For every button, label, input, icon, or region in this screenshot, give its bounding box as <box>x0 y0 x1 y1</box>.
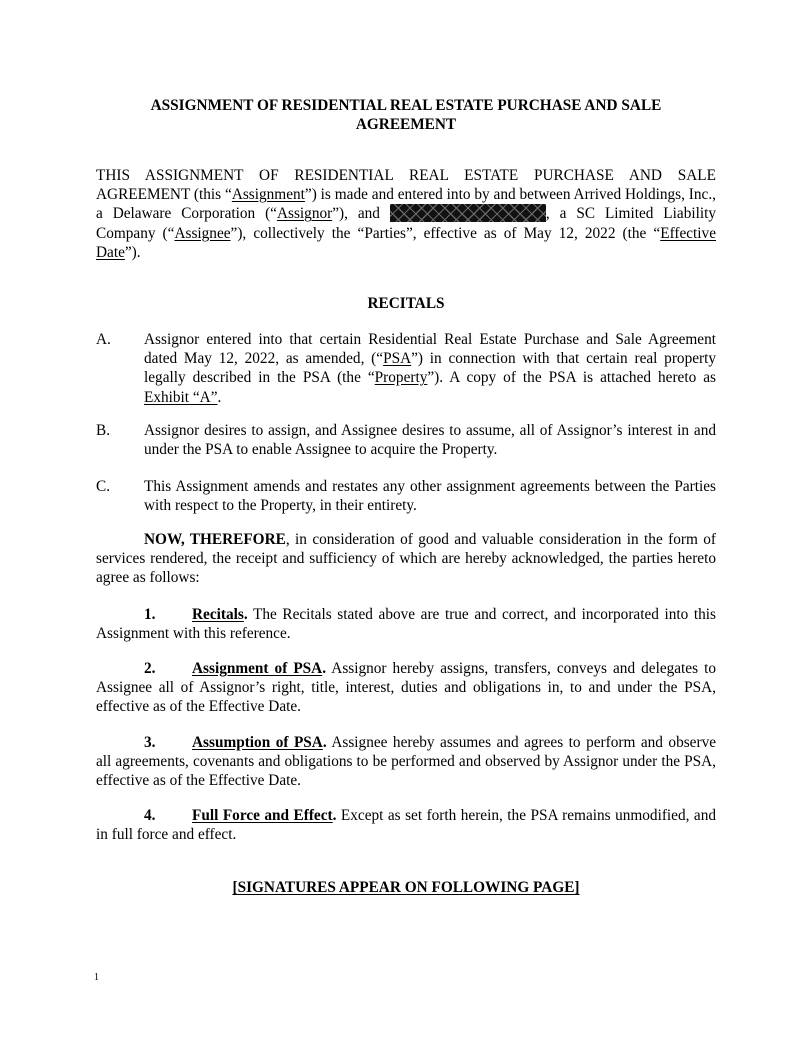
section-number: 1. <box>144 606 156 623</box>
recital-letter: C. <box>96 478 111 495</box>
defined-term-assignment: Assignment <box>231 186 305 204</box>
recitals-heading: RECITALS <box>367 295 445 312</box>
defined-term-assignor: Assignor <box>276 205 333 223</box>
section-heading: Assignment of PSA <box>192 660 323 677</box>
section-3: 3. Assumption of PSA. Assignee hereby assumes and agrees to perform and observe all agreements, covenants and obligations to be performed and observed by Assignor under the PSA, effective as of the Effective Date. <box>96 734 717 790</box>
section-text: Except as set forth herein, the PSA remains unmodified, and in full force and effect. <box>96 807 716 844</box>
section-text: Assignee hereby assumes and agrees to perform and observe all agreements, covenants and obligations to be performed and observed by Assignor under the PSA, effective as of the Effective Date. <box>96 734 717 790</box>
section-number: 3. <box>144 734 156 751</box>
section-heading: Full Force and Effect <box>192 807 333 824</box>
recital-a <box>96 330 716 407</box>
recital-text: Assignor desires to assign, and Assignee desires to assume, all of Assignor’s interest in and under the PSA to enable Assignee to acquire the Property. <box>144 422 716 459</box>
title-line-1: ASSIGNMENT OF RESIDENTIAL REAL ESTATE PURCHASE AND SALE <box>150 97 662 114</box>
section-number: 4. <box>144 807 156 824</box>
intro-text: THIS ASSIGNMENT OF RESIDENTIAL REAL ESTATE PURCHASE AND SALE AGREEMENT (this “ <box>96 167 716 204</box>
intro-text: , a SC Limited Liability Company (“ <box>96 205 716 242</box>
signature-note: [SIGNATURES APPEAR ON FOLLOWING PAGE] <box>232 879 580 896</box>
intro-text: ”), collectively the “Parties”, effective as of May 12, 2022 (the “ <box>230 224 661 242</box>
defined-term-psa: PSA <box>383 350 412 368</box>
intro-text: ”), and <box>332 205 390 223</box>
redaction-box <box>390 204 546 222</box>
section-heading: Assumption of PSA <box>192 734 323 751</box>
section-2: 2. Assignment of PSA. Assignor hereby assigns, transfers, conveys and delegates to Assignee all of Assignor’s right, title, interest, duties and obligations in, to and under the PSA, effective as of the Effective Date. <box>96 660 716 716</box>
exhibit-a-reference: Exhibit “A” <box>144 388 218 406</box>
section-1: 1. Recitals. The Recitals stated above are true and correct, and incorporated into this Assignment with this reference. <box>96 606 716 643</box>
section-text: The Recitals stated above are true and correct, and incorporated into this Assignment with this reference. <box>96 606 716 643</box>
recital-text: Assignor entered into that certain Residential Real Estate Purchase and Sale Agreement dated May 12, 2022, as amended, (“PSA”) in connection with that certain real property legally described in the PSA (the “Property”). A copy of the PSA is attached hereto as Exhibit “A”. <box>144 331 717 406</box>
recital-c <box>96 477 716 515</box>
recital-text: This Assignment amends and restates any other assignment agreements between the Parties with respect to the Property, in their entirety. <box>144 478 716 515</box>
recital-b <box>96 421 716 459</box>
recital-letter: B. <box>96 422 111 439</box>
defined-term-effective-date: Effective Date <box>96 224 716 261</box>
intro-text: ”). <box>124 243 141 261</box>
document-title <box>96 96 716 134</box>
now-therefore-lead: NOW, THEREFORE <box>144 531 286 548</box>
section-text: Assignor hereby assigns, transfers, conveys and delegates to Assignee all of Assignor’s right, title, interest, duties and obligations in, to and under the PSA, effective as of the Effective Date. <box>96 660 716 716</box>
title-line-2: AGREEMENT <box>355 116 457 133</box>
defined-term-property: Property <box>374 369 428 387</box>
intro-text: ”) is made and entered into by and between Arrived Holdings, Inc., a Delaware Corporation (“ <box>96 186 716 223</box>
section-heading: Recitals <box>192 606 244 623</box>
defined-term-assignee: Assignee <box>174 224 231 242</box>
recital-letter: A. <box>96 331 111 348</box>
section-number: 2. <box>144 660 156 677</box>
now-therefore-paragraph: NOW, THEREFORE, in consideration of good and valuable consideration in the form of services rendered, the receipt and sufficiency of which are hereby acknowledged, the parties hereto agree as follows: <box>96 531 716 587</box>
section-4: 4. Full Force and Effect. Except as set forth herein, the PSA remains unmodified, and in full force and effect. <box>96 807 716 844</box>
page-number: 1 <box>94 972 99 983</box>
intro-paragraph <box>96 166 716 262</box>
